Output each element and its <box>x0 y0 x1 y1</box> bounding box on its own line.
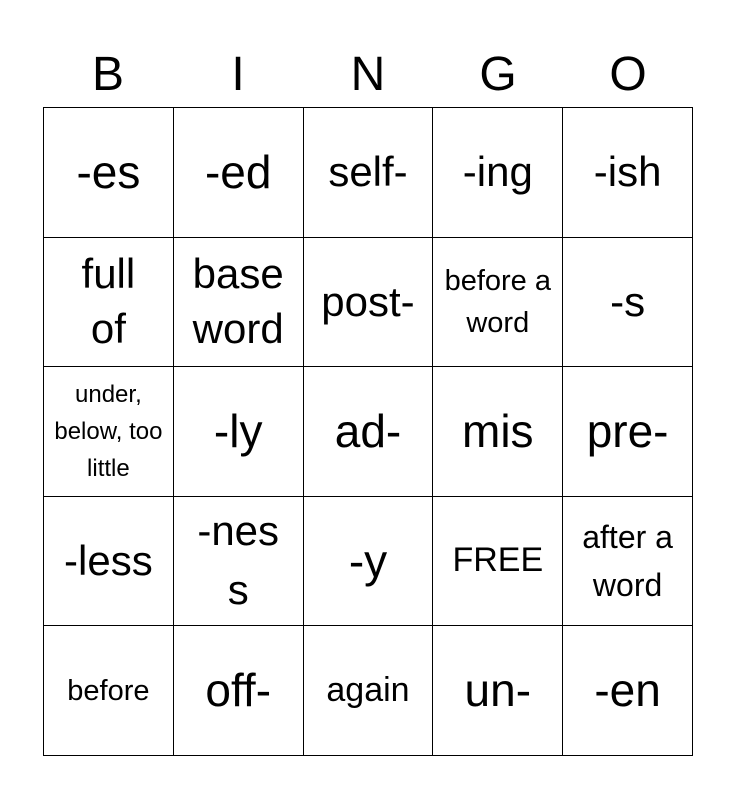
cell-text: -ness <box>197 507 280 614</box>
bingo-header <box>43 42 693 108</box>
bingo-cell[interactable] <box>44 367 174 497</box>
bingo-cell[interactable] <box>563 108 693 238</box>
cell-text: base word <box>192 250 284 352</box>
cell-text: -en <box>594 664 661 717</box>
header-letter-g: G <box>479 48 517 101</box>
bingo-cell[interactable] <box>304 497 434 627</box>
cell-text: -less <box>64 536 153 584</box>
cell-text: ad- <box>334 405 402 458</box>
cell-text: mis <box>462 405 534 458</box>
bingo-cell[interactable] <box>174 238 304 368</box>
bingo-cell[interactable] <box>44 497 174 627</box>
cell-text: before a word <box>444 264 551 339</box>
cell-text: after a word <box>582 519 673 604</box>
cell-text: -ish <box>593 148 662 195</box>
bingo-board <box>43 107 693 756</box>
cell-text: off- <box>205 664 272 717</box>
cell-text: pre- <box>586 405 669 458</box>
cell-text: -ly <box>213 405 263 458</box>
bingo-cell[interactable] <box>433 238 563 368</box>
header-letter-i: I <box>231 48 245 101</box>
bingo-cell[interactable] <box>563 497 693 627</box>
bingo-cell[interactable] <box>174 497 304 627</box>
cell-text: under, below, too little <box>54 380 163 483</box>
cell-text: post- <box>321 277 415 325</box>
bingo-cell[interactable] <box>44 238 174 368</box>
cell-text: -es <box>76 145 141 198</box>
cell-text: again <box>326 671 410 710</box>
bingo-cell[interactable] <box>44 626 174 756</box>
bingo-cell[interactable] <box>433 108 563 238</box>
bingo-cell[interactable] <box>563 238 693 368</box>
header-letter-b: B <box>91 48 124 101</box>
cell-text: before <box>67 674 150 707</box>
bingo-cell[interactable] <box>174 108 304 238</box>
bingo-cell[interactable] <box>433 367 563 497</box>
cell-text: un- <box>464 664 532 717</box>
bingo-cell[interactable] <box>563 367 693 497</box>
bingo-cell[interactable] <box>304 626 434 756</box>
header-letter-o: O <box>609 48 647 101</box>
bingo-cell[interactable] <box>433 497 563 627</box>
bingo-cell[interactable] <box>563 626 693 756</box>
header-letter-n: N <box>350 48 386 101</box>
cell-text: -y <box>348 534 388 587</box>
cell-text: -ed <box>204 145 272 198</box>
bingo-cell[interactable] <box>174 367 304 497</box>
cell-text: -s <box>610 277 646 325</box>
bingo-cell[interactable] <box>174 626 304 756</box>
cell-text: full of <box>81 250 136 352</box>
bingo-cell[interactable] <box>44 108 174 238</box>
bingo-cell[interactable] <box>433 626 563 756</box>
cell-text: FREE <box>452 541 544 580</box>
cell-text: -ing <box>462 148 533 195</box>
bingo-cell[interactable] <box>304 108 434 238</box>
bingo-cell[interactable] <box>304 367 434 497</box>
cell-text: self- <box>328 148 408 195</box>
bingo-cell[interactable] <box>304 238 434 368</box>
